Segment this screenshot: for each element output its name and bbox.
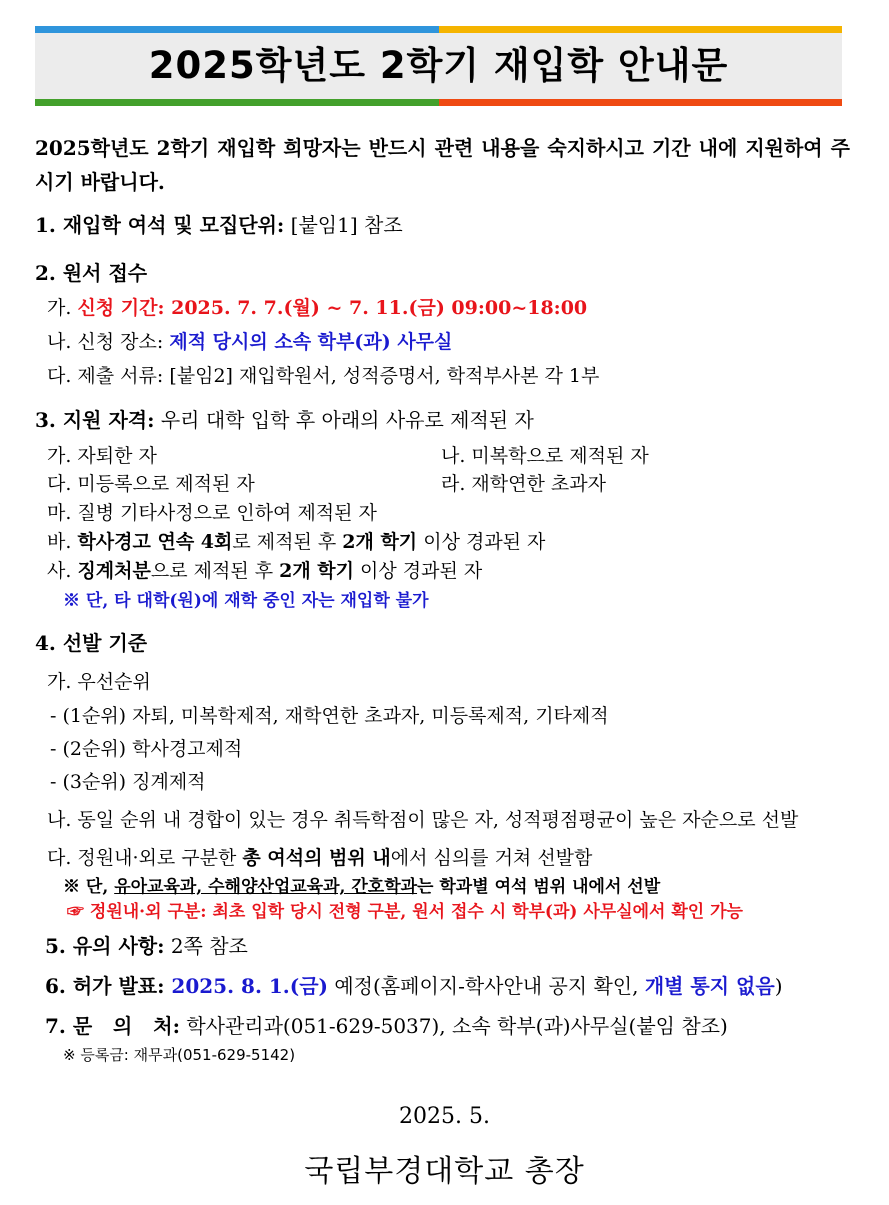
qualification-ga: 가. 자퇴한 자 bbox=[47, 445, 157, 467]
section-6-text-1: 예정(홈페이지-학사안내 공지 확인, bbox=[328, 974, 645, 998]
priority-1: - (1순위) 자퇴, 미복학제적, 재학연한 초과자, 미등록제적, 기타제적 bbox=[50, 705, 609, 727]
department-note-departments: 유아교육과, 수해양산업교육과, 간호학과 bbox=[114, 877, 418, 897]
section-3-label: 3. 지원 자격: bbox=[35, 408, 155, 432]
selection-scope-bold: 총 여석의 범위 내 bbox=[242, 847, 391, 869]
application-place: 제적 당시의 소속 학부(과) 사무실 bbox=[169, 331, 453, 353]
department-note-prefix: ※ 단, bbox=[63, 877, 115, 897]
department-note bbox=[63, 875, 660, 899]
banner-top-blue-bar bbox=[35, 26, 439, 33]
banner-bottom-red-bar bbox=[439, 99, 842, 106]
section-6 bbox=[45, 974, 783, 998]
qualification-ba-bold-1: 학사경고 연속 4회 bbox=[77, 531, 233, 553]
qualification-sa-text-2: 이상 경과된 자 bbox=[354, 560, 483, 582]
tuition-contact-note: ※ 등록금: 재무과(051-629-5142) bbox=[63, 1046, 296, 1064]
document-date: 2025. 5. bbox=[399, 1104, 490, 1129]
section-7 bbox=[45, 1014, 728, 1038]
qualification-sa bbox=[47, 559, 482, 583]
section-3-note: ※ 단, 타 대학(원)에 재학 중인 자는 재입학 불가 bbox=[63, 591, 429, 611]
section-6-text-2: ) bbox=[774, 974, 783, 998]
section-7-label: 7. 문 의 처: bbox=[45, 1014, 180, 1038]
qualification-ra: 라. 재학연한 초과자 bbox=[441, 473, 606, 495]
priority-2: - (2순위) 학사경고제적 bbox=[50, 738, 243, 760]
section-3-text: 우리 대학 입학 후 아래의 사유로 제적된 자 bbox=[154, 408, 534, 432]
section-2-place bbox=[47, 330, 452, 354]
contact-info: 학사관리과(051-629-5037), 소속 학부(과)사무실(붙임 참조) bbox=[179, 1014, 728, 1038]
banner-bottom-green-bar bbox=[35, 99, 439, 106]
section-2-period-prefix: 가. bbox=[47, 297, 78, 319]
section-6-label: 6. 허가 발표: bbox=[45, 974, 165, 998]
section-2-period bbox=[47, 296, 587, 320]
qualification-ba-text-1: 로 제적된 후 bbox=[232, 531, 343, 553]
section-2-documents: 다. 제출 서류: [붙임2] 재입학원서, 성적증명서, 학적부사본 각 1부 bbox=[47, 365, 600, 387]
qualification-ba-bold-2: 2개 학기 bbox=[342, 531, 418, 553]
selection-scope-prefix: 다. 정원내·외로 구분한 bbox=[47, 847, 243, 869]
qualification-ba bbox=[47, 530, 545, 554]
qualification-da: 다. 미등록으로 제적된 자 bbox=[47, 473, 255, 495]
section-2-label: 2. 원서 접수 bbox=[35, 261, 148, 285]
qualification-ba-prefix: 바. bbox=[47, 531, 78, 553]
page-title: 2025학년도 2학기 재입학 안내문 bbox=[148, 44, 729, 87]
signature: 국립부경대학교 총장 bbox=[304, 1154, 585, 1189]
selection-scope bbox=[47, 846, 592, 870]
section-1 bbox=[35, 213, 403, 237]
section-1-text: [붙임1] 참조 bbox=[284, 213, 403, 237]
section-1-label: 1. 재입학 여석 및 모집단위: bbox=[35, 213, 285, 237]
banner-top-yellow-bar bbox=[439, 26, 842, 33]
section-2-place-prefix: 나. 신청 장소: bbox=[47, 331, 170, 353]
section-5-text: 2쪽 참조 bbox=[164, 934, 248, 958]
no-individual-notice: 개별 통지 없음 bbox=[644, 974, 775, 998]
section-3 bbox=[35, 408, 534, 432]
quota-classification-note: ☞ 정원내·외 구분: 최초 입학 당시 전형 구분, 원서 접수 시 학부(과) 사무실에서 확인 가능 bbox=[67, 902, 743, 922]
priority-3: - (3순위) 징계제적 bbox=[50, 771, 206, 793]
tie-breaker-rule: 나. 동일 순위 내 경합이 있는 경우 취득학점이 많은 자, 성적평점평균이 높은 자순으로 선발 bbox=[47, 809, 799, 831]
priority-heading: 가. 우선순위 bbox=[47, 671, 151, 693]
application-period: 신청 기간: 2025. 7. 7.(월) ~ 7. 11.(금) 09:00~18:00 bbox=[77, 297, 588, 319]
section-5-label: 5. 유의 사항: bbox=[45, 934, 165, 958]
section-4-label: 4. 선발 기준 bbox=[35, 631, 148, 655]
intro-paragraph: 2025학년도 2학기 재입학 희망자는 반드시 관련 내용을 숙지하시고 기간 내에 지원하여 주시기 바랍니다. bbox=[35, 136, 850, 194]
qualification-sa-prefix: 사. bbox=[47, 560, 78, 582]
department-note-text: 는 학과별 여석 범위 내에서 선발 bbox=[417, 877, 661, 897]
selection-scope-text: 에서 심의를 거쳐 선발함 bbox=[390, 847, 593, 869]
qualification-sa-bold-2: 2개 학기 bbox=[279, 560, 355, 582]
qualification-sa-text-1: 으로 제적된 후 bbox=[150, 560, 280, 582]
section-5 bbox=[45, 934, 248, 958]
qualification-na: 나. 미복학으로 제적된 자 bbox=[441, 445, 649, 467]
qualification-ma: 마. 질병 기타사정으로 인하여 제적된 자 bbox=[47, 502, 377, 524]
qualification-sa-bold-1: 징계처분 bbox=[77, 560, 151, 582]
qualification-ba-text-2: 이상 경과된 자 bbox=[417, 531, 546, 553]
announcement-date: 2025. 8. 1.(금) bbox=[164, 974, 328, 998]
